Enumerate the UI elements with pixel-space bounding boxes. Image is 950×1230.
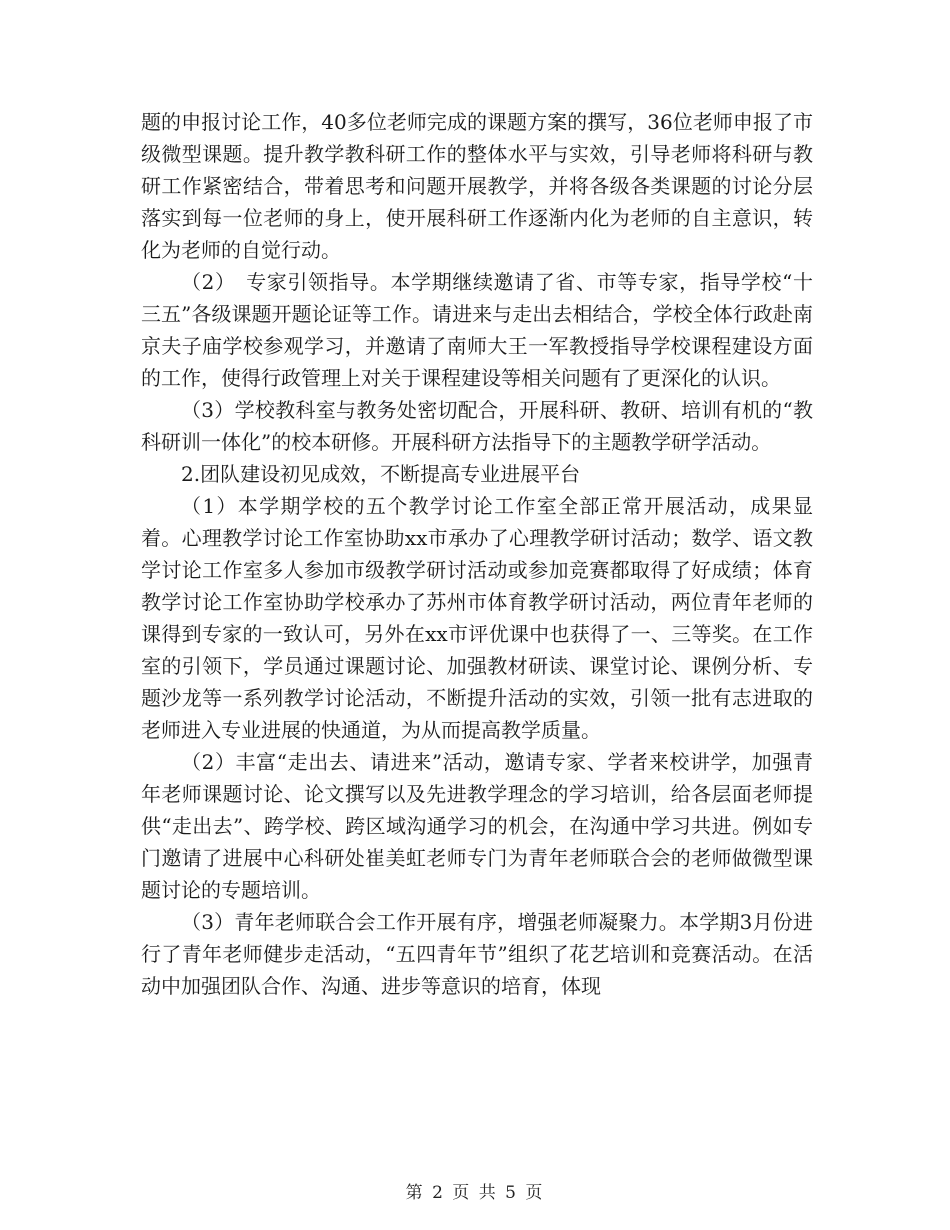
paragraph-2: （2） 专家引领指导。本学期继续邀请了省、市等专家，指导学校“十三五”各级课题开题论证等工作。请进来与走出去相结合，学校全体行政赴南京夫子庙学校参观学习，并邀请了南师大王一军教授指导学校课程建设方面的工作，使得行政管理上对关于课程建设等相关问题有了更深化的认识。: [141, 270, 813, 390]
page-number: 第 2 页 共 5 页: [405, 1183, 545, 1203]
paragraph-6: （3）青年老师联合会工作开展有序，增强老师凝聚力。本学期3月份进行了青年老师健步走活动，“五四青年节”组织了花艺培训和竞赛活动。在活动中加强团队合作、沟通、进步等意识的培育，体现: [141, 910, 813, 998]
paragraph-1: 题的申报讨论工作，40多位老师完成的课题方案的撰写，36位老师申报了市级微型课题。提升教学教科研工作的整体水平与实效，引导老师将科研与教研工作紧密结合，带着思考和问题开展教学，并将各级各类课题的讨论分层落实到每一位老师的身上，使开展科研工作逐渐内化为老师的自主意识，转化为老师的自觉行动。: [141, 110, 813, 262]
paragraph-4: （1）本学期学校的五个教学讨论工作室全部正常开展活动，成果显着。心理教学讨论工作室协助xx市承办了心理教学研讨活动；数学、语文教学讨论工作室多人参加市级教学研讨活动或参加竞赛都取得了好成绩；体育教学讨论工作室协助学校承办了苏州市体育教学研讨活动，两位青年老师的课得到专家的一致认可，另外在xx市评优课中也获得了一、三等奖。在工作室的引领下，学员通过课题讨论、加强教材研读、课堂讨论、课例分析、专题沙龙等一系列教学讨论活动，不断提升活动的实效，引领一批有志进取的老师进入专业进展的快通道，为从而提高教学质量。: [141, 494, 813, 742]
section-heading: 2.团队建设初见成效，不断提高专业进展平台: [181, 462, 581, 486]
paragraph-3: （3）学校教科室与教务处密切配合，开展科研、教研、培训有机的“教科研训一体化”的校本研修。开展科研方法指导下的主题教学研学活动。: [141, 398, 813, 454]
body-text: [141, 106, 813, 1002]
paragraph-5: （2）丰富“走出去、请进来”活动，邀请专家、学者来校讲学，加强青年老师课题讨论、论文撰写以及先进教学理念的学习培训，给各层面老师提供“走出去”、跨学校、跨区域沟通学习的机会，在沟通中学习共进。例如专门邀请了进展中心科研处崔美虹老师专门为青年老师联合会的老师做微型课题讨论的专题培训。: [141, 750, 813, 902]
